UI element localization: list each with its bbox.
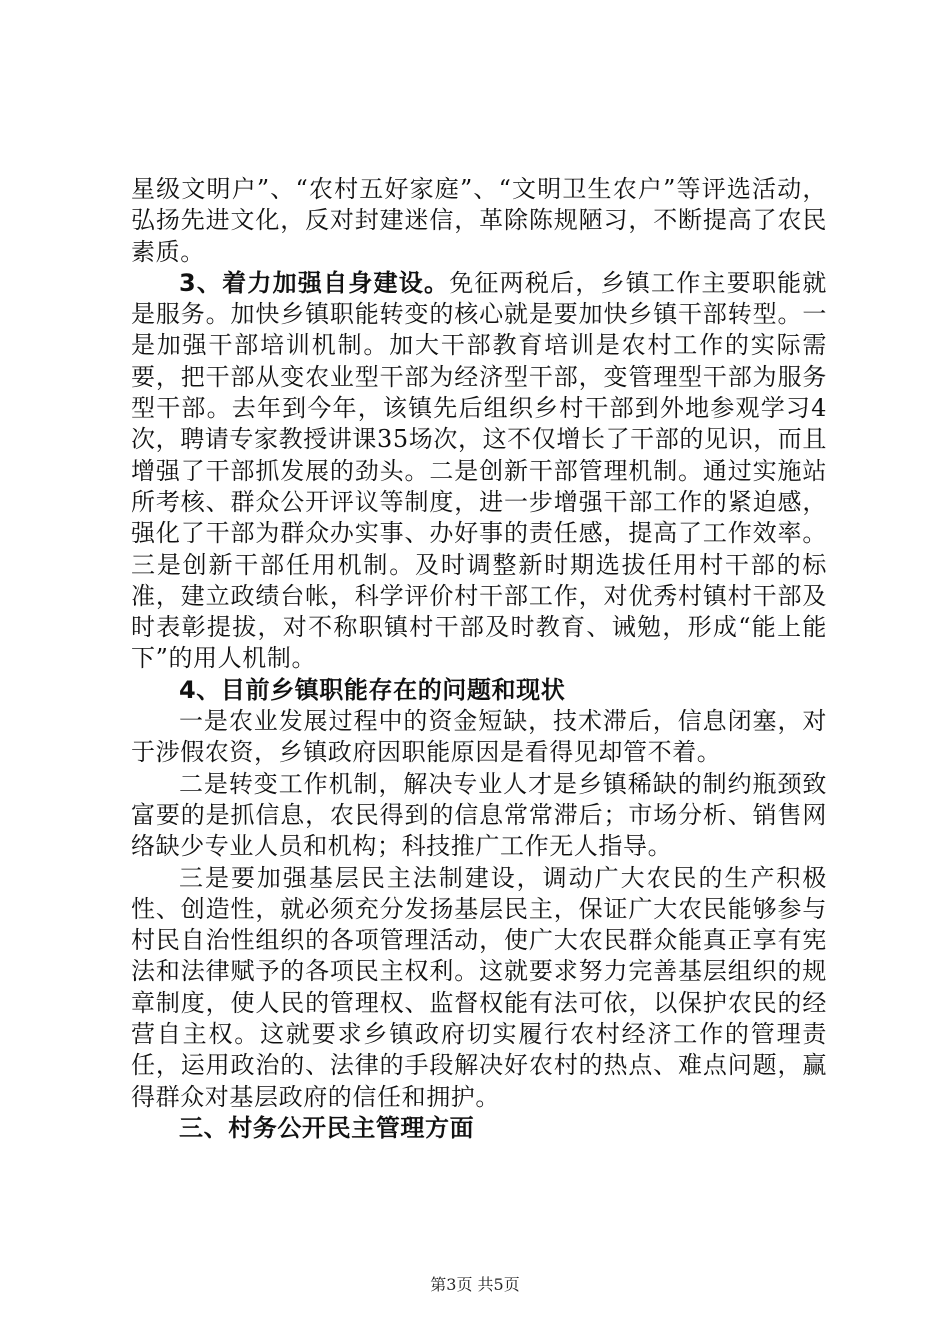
paragraph-lead-heading: 3、着力加强自身建设。 [179, 268, 450, 297]
paragraph-continuation: 星级文明户”、“农村五好家庭”、“文明卫生农户”等评选活动，弘扬先进文化，反对封建迷信，革除陈规陋习，不断提高了农民素质。 [131, 175, 827, 266]
section-heading-problems: 4、目前乡镇职能存在的问题和现状 [179, 675, 566, 704]
section-heading-village-affairs: 三、村务公开民主管理方面 [179, 1113, 475, 1142]
paragraph-problem-one: 一是农业发展过程中的资金短缺，技术滞后，信息闭塞，对于涉假农资，乡镇政府因职能原因是看得见却管不着。 [131, 707, 827, 767]
document-body [131, 174, 827, 1144]
page-number-footer: 第3页 共5页 [430, 1275, 520, 1294]
paragraph-self-construction [131, 268, 827, 675]
paragraph-problem-three: 三是要加强基层民主法制建设，调动广大农民的生产积极性、创造性，就必须充分发扬基层民主，保证广大农民能够参与村民自治性组织的各项管理活动，使广大农民群众能真正享有宪法和法律赋予的各项民主权利。这就要求努力完善基层组织的规章制度，使人民的管理权、监督权能有法可依，以保护农民的经营自主权。这就要求乡镇政府切实履行农村经济工作的管理责任，运用政治的、法律的手段解决好农村的热点、难点问题，赢得群众对基层政府的信任和拥护。 [131, 863, 827, 1111]
paragraph-problem-two: 二是转变工作机制，解决专业人才是乡镇稀缺的制约瓶颈致富要的是抓信息，农民得到的信息常常滞后；市场分析、销售网络缺少专业人员和机构；科技推广工作无人指导。 [131, 769, 827, 861]
paragraph-body-text: 免征两税后，乡镇工作主要职能就是服务。加快乡镇职能转变的核心就是要加快乡镇干部转型。一是加强干部培训机制。加大干部教育培训是农村工作的实际需要，把干部从变农业型干部为经济型干部，变管理型干部为服务型干部。去年到今年，该镇先后组织乡村干部到外地参观学习4次，聘请专家教授讲课35场次，这不仅增长了干部的见识，而且增强了干部抓发展的劲头。二是创新干部管理机制。通过实施站所考核、群众公开评议等制度，进一步增强干部工作的紧迫感，强化了干部为群众办实事、办好事的责任感，提高了工作效率。三是创新干部任用机制。及时调整新时期选拔任用村干部的标准，建立政绩台帐，科学评价村干部工作，对优秀村镇村干部及时表彰提拔，对不称职镇村干部及时教育、诫勉，形成“能上能下”的用人机制。 [131, 268, 827, 673]
